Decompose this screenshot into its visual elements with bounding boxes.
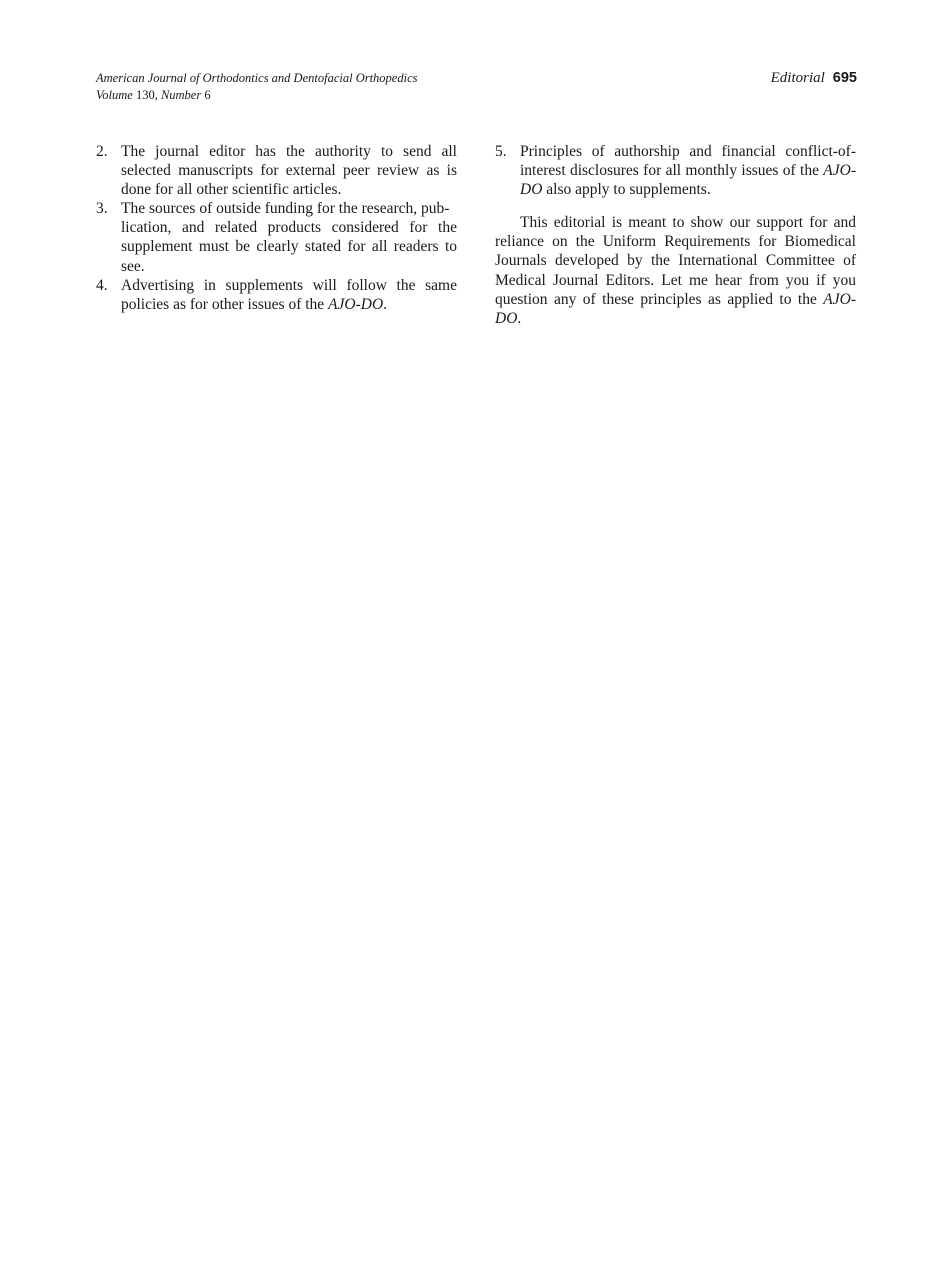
volume-line: Volume 130, Number 6 — [96, 88, 211, 102]
journal-abbreviation: AJO-DO — [520, 162, 856, 199]
volume-label: Volume — [96, 88, 133, 102]
journal-abbreviation: AJO-DO — [328, 295, 384, 313]
list-number: 5. — [495, 143, 507, 160]
issue-number: 6 — [204, 88, 211, 102]
running-header — [96, 70, 857, 110]
section-title: Editorial — [770, 70, 825, 86]
list-text-end: . — [383, 295, 388, 313]
list-text: The journal editor has the authority to send all selected manuscripts for external peer review as is done for all other scientific articles. — [121, 143, 457, 199]
journal-abbreviation: AJO-DO — [495, 290, 856, 327]
list-item — [96, 142, 457, 199]
list-number: 3. — [96, 200, 108, 218]
paragraph-end: . — [517, 309, 522, 327]
number-label: Number — [160, 88, 202, 102]
right-column — [495, 142, 856, 328]
list-item — [495, 142, 856, 199]
section-page — [771, 70, 857, 87]
paragraph-text: This editorial is meant to show our support for and reliance on the Uniform Requirements for Biomedical Journals developed by the International Committee of Medical Journal Editors. Let me hear from you if you question any of these principles as applied to the — [495, 214, 856, 308]
list-text: Principles of authorship and financial conflict-of-interest disclosures for all monthly issues of the — [520, 143, 856, 180]
policy-list — [96, 142, 457, 314]
policy-list-continued — [495, 142, 856, 199]
journal-citation — [96, 70, 418, 104]
volume-number: 130 — [135, 88, 155, 102]
closing-paragraph — [495, 213, 856, 328]
list-number: 4. — [96, 276, 108, 294]
journal-title: American Journal of Orthodontics and Dentofacial Orthopedics — [96, 71, 418, 85]
list-item — [96, 199, 457, 275]
list-text: lication, and related products considered for the supplement must be clearly stated for all readers to see. — [121, 219, 457, 275]
list-item — [96, 276, 457, 314]
left-column — [96, 142, 457, 314]
page-number: 695 — [832, 70, 857, 86]
list-text-line: The sources of outside funding for the research, pub- — [121, 200, 450, 218]
list-number: 2. — [96, 143, 108, 160]
list-text: Advertising in supplements will follow the same policies as for other issues of the — [121, 276, 457, 313]
list-text-end: also apply to supplements. — [542, 181, 711, 199]
